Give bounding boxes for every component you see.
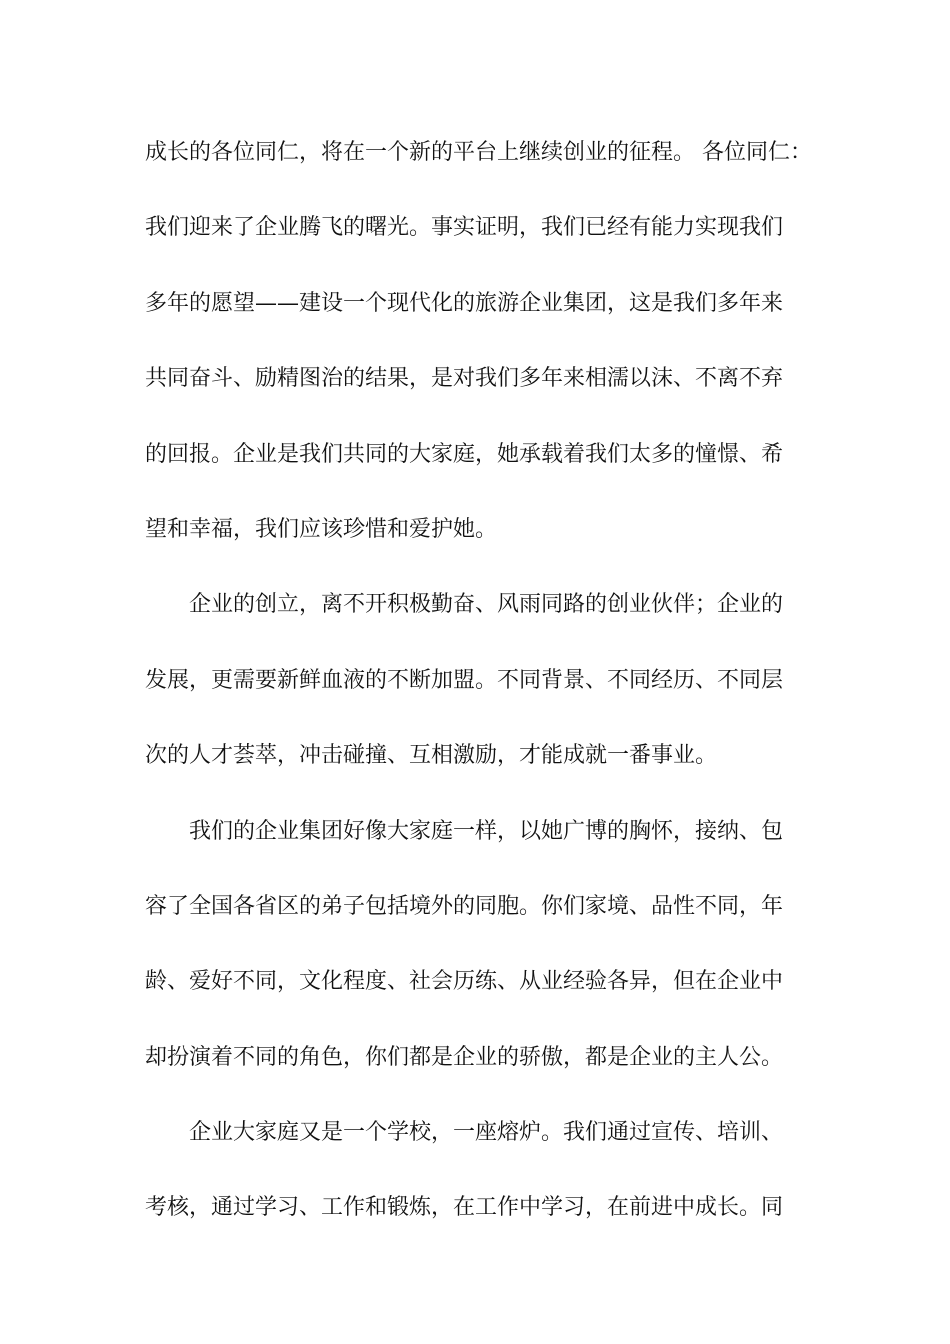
text-line-6: 望和幸福，我们应该珍惜和爱护她。 — [145, 516, 498, 542]
paragraph-start-line-7: 企业的创立，离不开积极勤奋、风雨同路的创业伙伴；企业的 — [189, 592, 784, 618]
text-line-11: 容了全国各省区的弟子包括境外的同胞。你们家境、品性不同，年 — [145, 893, 784, 919]
text-line-4: 共同奋斗、励精图治的结果，是对我们多年来相濡以沫、不离不弃 — [145, 366, 784, 392]
text-line-15: 考核，通过学习、工作和锻炼，在工作中学习，在前进中成长。同 — [145, 1195, 784, 1221]
text-line-8: 发展，更需要新鲜血液的不断加盟。不同背景、不同经历、不同层 — [145, 667, 784, 693]
document-text-body — [145, 131, 815, 1262]
text-line-5: 的回报。企业是我们共同的大家庭，她承载着我们太多的憧憬、希 — [145, 441, 784, 467]
paragraph-start-line-10: 我们的企业集团好像大家庭一样，以她广博的胸怀，接纳、包 — [189, 818, 784, 844]
text-line-1: 成长的各位同仁，将在一个新的平台上继续创业的征程。 各位同仁： — [145, 140, 812, 165]
text-line-13: 却扮演着不同的角色，你们都是企业的骄傲，都是企业的主人公。 — [145, 1044, 784, 1070]
text-line-2: 我们迎来了企业腾飞的曙光。事实证明，我们已经有能力实现我们 — [145, 215, 784, 241]
text-line-3: 多年的愿望——建设一个现代化的旅游企业集团，这是我们多年来 — [145, 290, 784, 316]
text-line-9: 次的人才荟萃，冲击碰撞、互相激励，才能成就一番事业。 — [145, 743, 718, 769]
text-line-12: 龄、爱好不同，文化程度、社会历练、从业经验各异，但在企业中 — [145, 969, 784, 995]
paragraph-start-line-14: 企业大家庭又是一个学校，一座熔炉。我们通过宣传、培训、 — [189, 1120, 784, 1146]
